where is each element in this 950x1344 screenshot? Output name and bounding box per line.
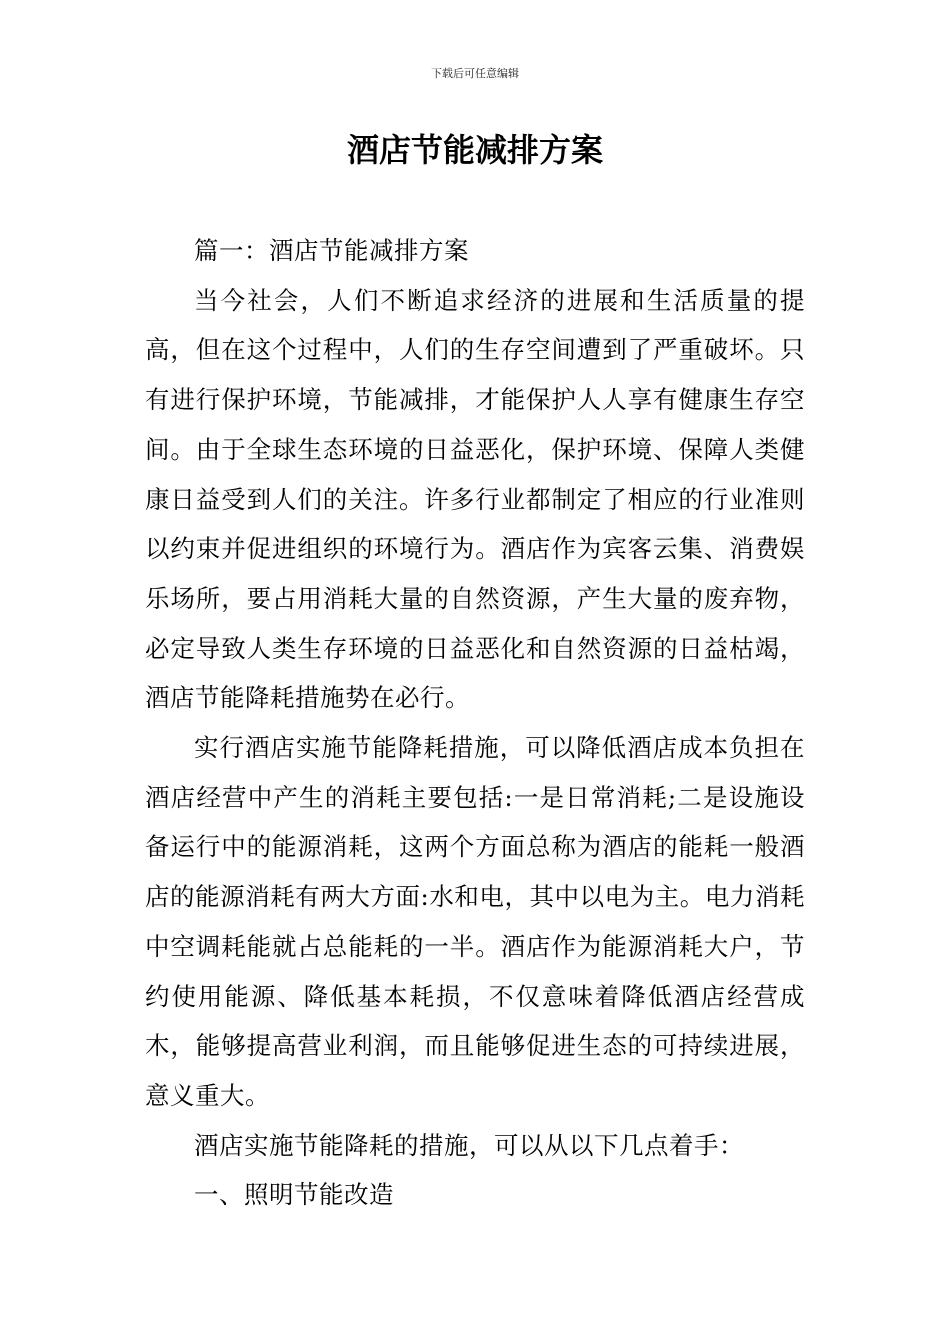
- section-heading: 篇一：酒店节能减排方案: [194, 236, 469, 265]
- page-header-note: 下载后可任意编辑: [431, 67, 519, 80]
- document-body: [145, 226, 805, 1220]
- body-paragraph: 当今社会，人们不断追求经济的进展和生活质量的提高，但在这个过程中，人们的生存空间遭到了严重破坏。只有进行保护环境，节能减排，才能保护人人享有健康生存空间。由于全球生态环境的日益恶化，保护环境、保障人类健康日益受到人们的关注。许多行业都制定了相应的行业准则以约束并促进组织的环境行为。酒店作为宾客云集、消费娱乐场所，要占用消耗大量的自然资源，产生大量的废弃物，必定导致人类生存环境的日益恶化和自然资源的日益枯竭，酒店节能降耗措施势在必行。: [145, 285, 805, 713]
- body-paragraph: 实行酒店实施节能降耗措施，可以降低酒店成本负担在酒店经营中产生的消耗主要包括:一是日常消耗;二是设施设备运行中的能源消耗，这两个方面总称为酒店的能耗一般酒店的能源消耗有两大方面:水和电，其中以电为主。电力消耗中空调耗能就占总能耗的一半。酒店作为能源消耗大户，节约使用能源、降低基本耗损，不仅意味着降低酒店经营成木，能够提高营业利润，而且能够促进生态的可持续进展，意义重大。: [145, 733, 805, 1110]
- subsection-heading: 一、照明节能改造: [194, 1180, 394, 1210]
- document-title: 酒店节能减排方案: [346, 131, 603, 169]
- body-paragraph: 酒店实施节能降耗的措施，可以从以下几点着手：: [194, 1130, 744, 1160]
